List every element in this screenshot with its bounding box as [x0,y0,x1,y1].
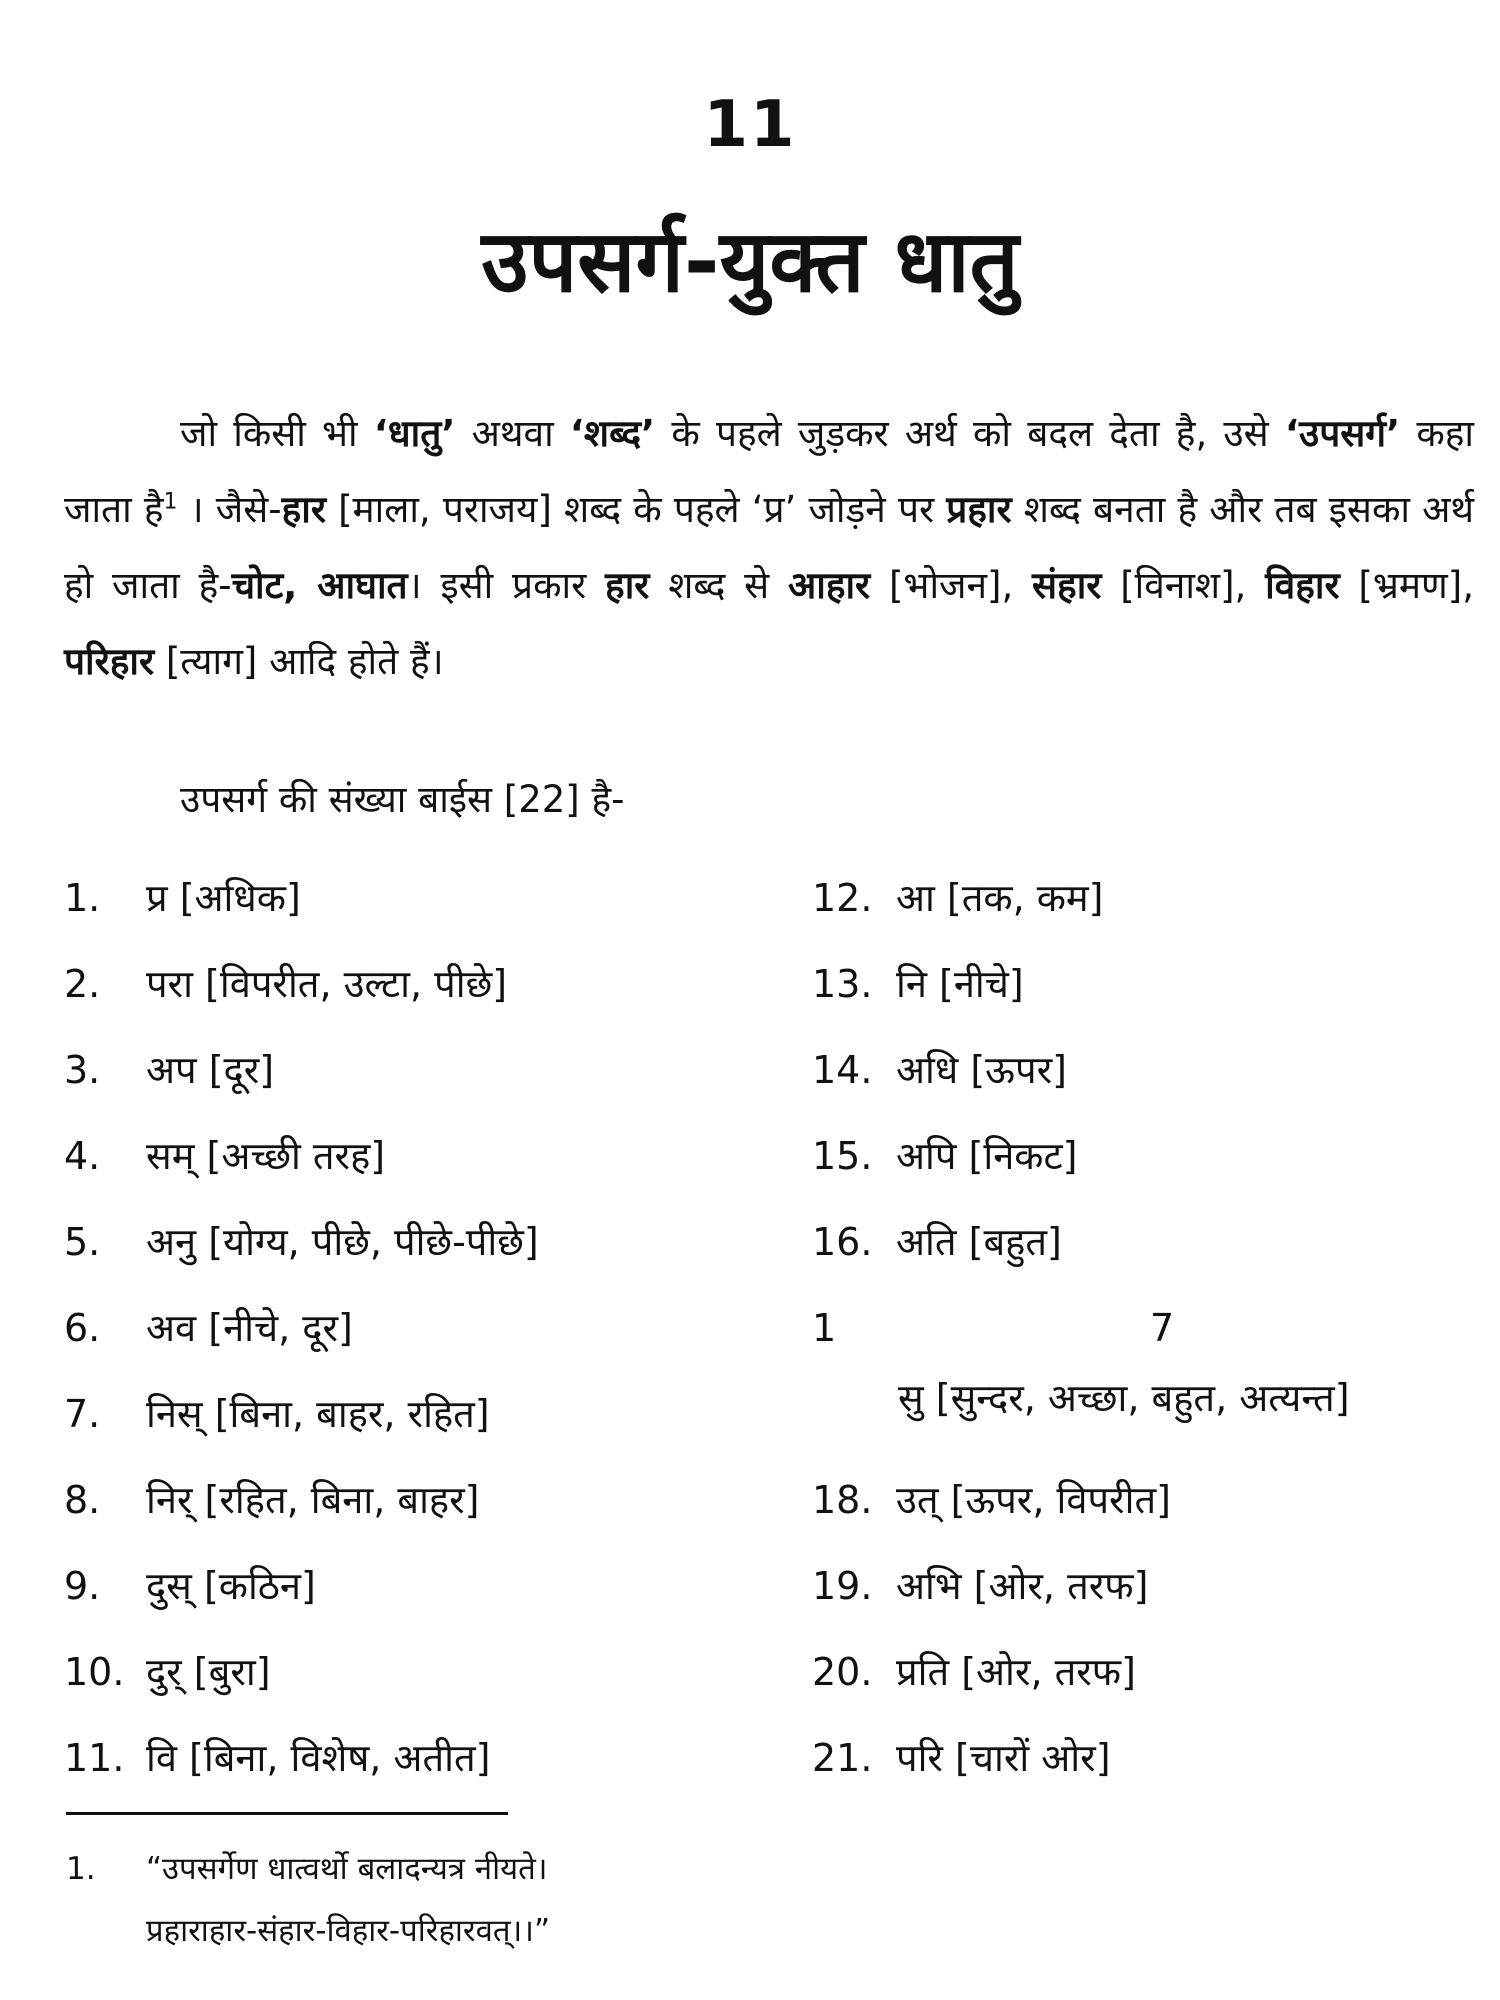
list-item-number: 15. [812,1134,873,1178]
list-item-text: निस् [बिना, बाहर, रहित] [146,1392,490,1436]
term-dhatu: ‘धातु’ [373,412,456,455]
list-item-text: वि [बिना, विशेष, अतीत] [146,1736,491,1780]
list-item [812,1642,1492,1728]
intro-text-18: [भोजन], [870,564,1033,607]
list-item-number: 10. [64,1650,125,1694]
intro-text-22: [भ्रमण], [1339,564,1474,607]
footnote-reference: 1 [163,489,178,515]
list-item-number: 11. [64,1736,125,1780]
list-item [64,1212,804,1298]
list-item-text: आ [तक, कम] [896,876,1104,920]
list-item-text: अधि [ऊपर] [896,1048,1067,1092]
list-item-number: 1. [64,876,101,920]
list-item [64,954,804,1040]
chapter-number: 11 [703,88,797,162]
list-item-text: अपि [निकट] [896,1134,1078,1178]
list-item-number: 16. [812,1220,873,1264]
list-item-text: दुस् [कठिन] [146,1564,316,1608]
list-item-text: अभि [ओर, तरफ] [896,1564,1149,1608]
list-item-text: अनु [योग्य, पीछे, पीछे-पीछे] [146,1220,539,1264]
footnote [66,1838,550,1962]
term-haar: हार [281,488,326,531]
list-item-text: उत् [ऊपर, विपरीत] [896,1478,1171,1522]
list-item [812,954,1492,1040]
list-item-number: 8. [64,1478,101,1522]
footnote-line-2: प्रहाराहार-संहार-विहार-परिहारवत्।।” [146,1913,551,1949]
list-item-number-part-1: 1 [812,1306,837,1350]
term-chot-aaghaat: चोट, आघात [231,564,408,607]
intro-text-10: [माला, पराजय] शब्द के पहले ‘प्र’ जोड़ने पर [325,488,947,531]
term-haar-2: हार [605,564,650,607]
list-item-number-part-2: 7 [1150,1306,1175,1350]
intro-text-20: [विनाश], [1101,564,1266,607]
list-item [64,1040,804,1126]
list-item-text: सु [सुन्दर, अच्छा, बहुत, अत्यन्त] [898,1376,1350,1420]
chapter-title: उपसर्ग-युक्त धातु [481,212,1019,312]
list-item-number: 13. [812,962,873,1006]
list-item-number: 2. [64,962,101,1006]
upsarg-list-left [64,868,804,1808]
list-item [64,1556,804,1642]
intro-text-24: [त्याग] आदि होते हैं। [154,640,444,683]
list-item [64,1384,804,1470]
list-item-number: 4. [64,1134,101,1178]
intro-text-14: । इसी प्रकार [407,564,606,607]
list-item-text: निर् [रहित, बिना, बाहर] [146,1478,480,1522]
list-item-17 [812,1298,1492,1470]
list-item-text: परि [चारों ओर] [896,1736,1111,1780]
term-shabd: ‘शब्द’ [569,412,656,455]
intro-text-7: कहा जाता है [64,412,1474,531]
list-item [812,1470,1492,1556]
intro-text-8: । जैसे- [177,488,282,531]
list-item-text: दुर् [बुरा] [146,1650,271,1694]
intro-text-12: शब्द बनता है और तब इसका अर्थ हो जाता है- [64,488,1474,607]
list-item-number: 6. [64,1306,101,1350]
list-item-text: सम् [अच्छी तरह] [146,1134,386,1178]
footnote-number: 1. [66,1851,96,1887]
intro-text-1: जो किसी भी [180,412,374,455]
list-item-number: 7. [64,1392,101,1436]
list-item [812,868,1492,954]
list-item [64,1728,804,1808]
list-item-text: प्र [अधिक] [146,876,301,920]
list-item-text: अव [नीचे, दूर] [146,1306,353,1350]
list-item-number: 5. [64,1220,101,1264]
list-item [812,1126,1492,1212]
list-item-text: प्रति [ओर, तरफ] [896,1650,1136,1694]
intro-text-3: अथवा [455,412,570,455]
footnote-divider [66,1812,508,1815]
list-item [812,1728,1492,1814]
list-item-number: 3. [64,1048,101,1092]
intro-text-16: शब्द से [649,564,788,607]
term-vihaar: विहार [1265,564,1340,607]
list-item-number: 18. [812,1478,873,1522]
intro-text-5: के पहले जुड़कर अर्थ को बदल देता है, उसे [655,412,1285,455]
term-sanhaar: संहार [1032,564,1102,607]
list-item-number: 14. [812,1048,873,1092]
list-item-number: 20. [812,1650,873,1694]
list-item [812,1212,1492,1298]
term-parihaar: परिहार [64,640,155,683]
intro-paragraph [64,396,1474,700]
list-item-text: अप [दूर] [146,1048,275,1092]
upsarg-list-right [812,868,1492,1814]
term-aahaar: आहार [788,564,871,607]
upsarg-count-line: उपसर्ग की संख्या बाईस [22] है- [180,778,625,821]
list-item-number: 19. [812,1564,873,1608]
term-prahaar: प्रहार [946,488,1012,531]
list-item-text: परा [विपरीत, उल्टा, पीछे] [146,962,508,1006]
footnote-line-1 [66,1838,550,1900]
list-item [64,1126,804,1212]
list-item-number: 21. [812,1736,873,1780]
term-upsarg: ‘उपसर्ग’ [1284,412,1401,455]
list-item [812,1040,1492,1126]
list-item [64,868,804,954]
footnote-text-1: “उपसर्गेण धात्वर्थो बलादन्यत्र नीयते। [146,1851,548,1887]
list-item-number: 12. [812,876,873,920]
list-item [64,1470,804,1556]
list-item-text: नि [नीचे] [896,962,1024,1006]
list-item [812,1556,1492,1642]
list-item [64,1298,804,1384]
list-item [64,1642,804,1728]
list-item-number: 9. [64,1564,101,1608]
list-item-text: अति [बहुत] [896,1220,1062,1264]
